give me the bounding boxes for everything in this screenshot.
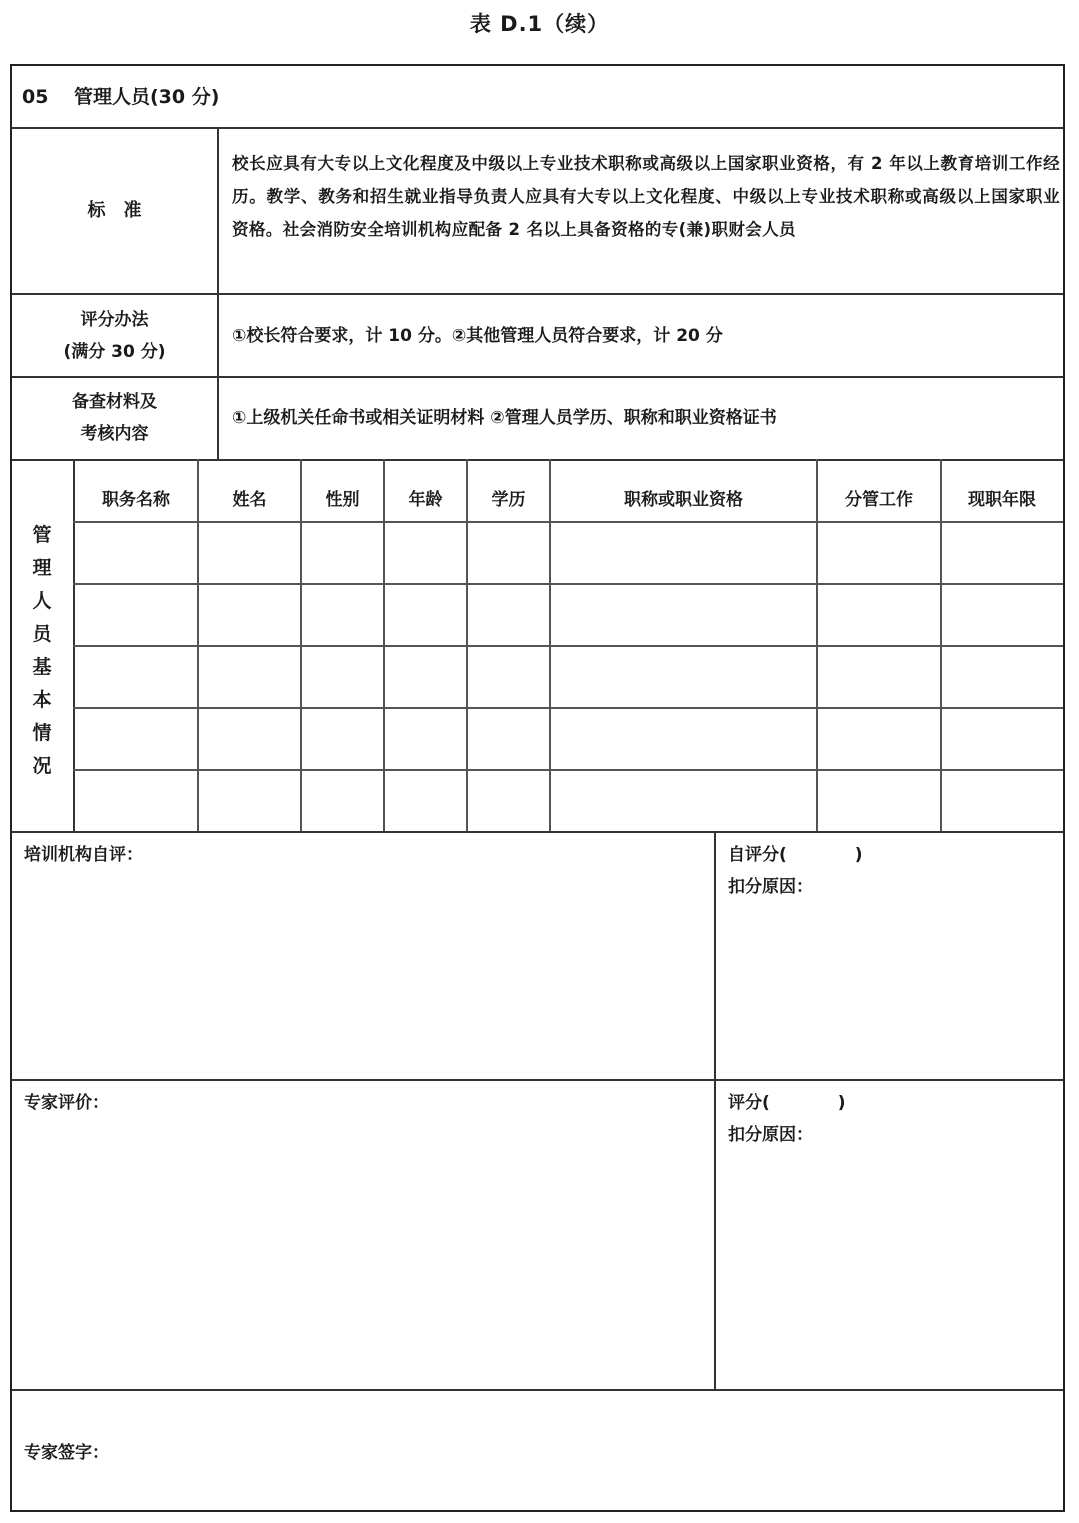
table-row — [73, 583, 1063, 585]
self-eval-score-label: 自评分( ) — [728, 845, 863, 865]
column-header-duty: 分管工作 — [845, 489, 913, 510]
standard-text: 校长应具有大专以上文化程度及中级以上专业技术职称或高级以上国家职业资格，有 2 年以上教育培训工作经历。教学、教务和招生就业指导负责人应具有大专以上文化程度、中级以上专业技术职称或高级以上国家职业资格。社会消防安全培训机构应配备 2 名以上具备资格的专(兼)职财会人员 — [232, 154, 1060, 239]
materials-label: 备查材料及 — [72, 392, 157, 412]
table-row — [73, 707, 1063, 709]
expert-signature-label: 专家签字： — [24, 1443, 109, 1463]
column-header-tenure: 现职年限 — [968, 489, 1036, 510]
divider — [12, 1389, 1063, 1391]
column-header-gender: 性别 — [325, 489, 360, 510]
scoring-text: ①校长符合要求，计 10 分。②其他管理人员符合要求，计 20 分 — [232, 326, 723, 346]
column-header-position: 职务名称 — [102, 489, 170, 510]
staff-side-label: 管 理 人 员 基 本 情 况 — [32, 524, 52, 777]
table-row — [73, 645, 1063, 647]
table-title: 表 D.1（续） — [469, 12, 610, 36]
label-column-divider — [217, 127, 219, 460]
divider — [12, 127, 1063, 129]
scoring-label: 评分办法 — [80, 310, 149, 330]
materials-label-content: 考核内容 — [80, 424, 149, 444]
self-eval-reason-label: 扣分原因： — [728, 877, 813, 897]
scoring-label-max: (满分 30 分) — [63, 342, 166, 362]
standard-label: 标 准 — [87, 200, 142, 221]
divider — [12, 1079, 1063, 1081]
section-name: 管理人员(30 分) — [74, 86, 220, 108]
column-header-education: 学历 — [491, 489, 526, 510]
divider — [12, 376, 1063, 378]
divider — [12, 459, 1063, 461]
divider — [12, 831, 1063, 833]
section-code: 05 — [22, 86, 49, 108]
score-column-divider — [714, 831, 716, 1390]
table-row — [73, 769, 1063, 771]
column-header-title: 职称或职业资格 — [624, 489, 743, 510]
expert-eval-reason-label: 扣分原因： — [728, 1125, 813, 1145]
divider — [12, 293, 1063, 295]
column-header-age: 年龄 — [408, 489, 443, 510]
evaluation-form — [10, 64, 1065, 1512]
materials-text: ①上级机关任命书或相关证明材料 ②管理人员学历、职称和职业资格证书 — [232, 408, 777, 428]
table-row — [73, 521, 1063, 523]
column-header-name: 姓名 — [232, 489, 267, 510]
self-eval-label: 培训机构自评： — [24, 845, 143, 865]
expert-eval-label: 专家评价： — [24, 1093, 109, 1113]
expert-eval-score-label: 评分( ) — [728, 1093, 846, 1113]
